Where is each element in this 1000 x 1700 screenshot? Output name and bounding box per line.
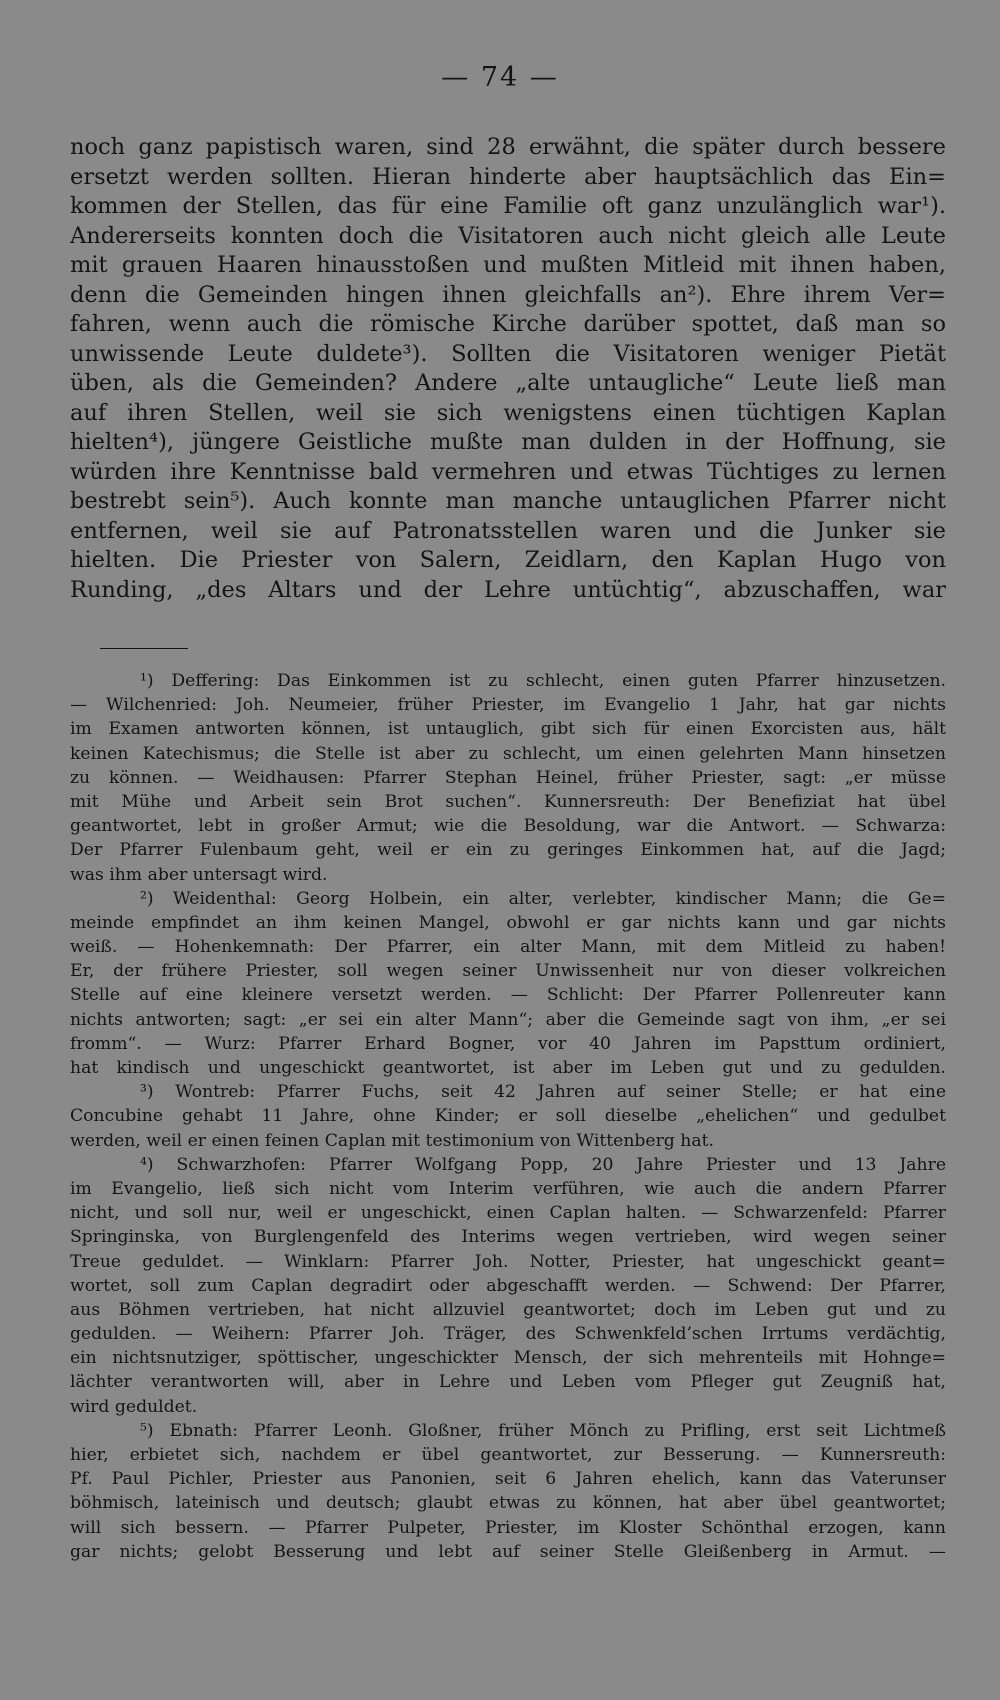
body-text-line: hielten. Die Priester von Salern, Zeidlarn, den Kaplan Hugo von: [70, 547, 946, 573]
footnote-line: Stelle auf eine kleinere versetzt werden. — Schlicht: Der Pfarrer Pollenreuter kann: [70, 985, 946, 1006]
footnote-line: mit Mühe und Arbeit sein Brot suchen“. Kunnersreuth: Der Benefiziat hat übel: [70, 791, 946, 812]
footnote-line: was ihm aber untersagt wird.: [70, 864, 328, 885]
body-text-line: unwissende Leute duldete³). Sollten die Visitatoren weniger Pietät: [70, 340, 946, 367]
body-text-line: ersetzt werden sollten. Hieran hinderte aber hauptsächlich das Ein=: [70, 163, 946, 190]
footnote-line: werden, weil er einen feinen Caplan mit testimonium von Wittenberg hat.: [70, 1130, 714, 1151]
page-number: — 74 —: [441, 62, 559, 93]
body-text-line: Runding, „des Altars und der Lehre untüchtig“, abzuschaffen, war: [70, 576, 946, 603]
footnote-line: Treue geduldet. — Winklarn: Pfarrer Joh. Notter, Priester, hat ungeschickt geant=: [70, 1251, 946, 1272]
body-text-line: Andererseits konnten doch die Visitatoren auch nicht gleich alle Leute: [70, 222, 946, 249]
footnote-line: wortet, soll zum Caplan degradirt oder abgeschafft werden. — Schwend: Der Pfarrer,: [70, 1275, 946, 1296]
body-text-line: auf ihren Stellen, weil sie sich wenigstens einen tüchtigen Kaplan: [70, 399, 946, 426]
footnote-separator: [100, 648, 188, 649]
footnote-line: — Wilchenried: Joh. Neumeier, früher Priester, im Evangelio 1 Jahr, hat gar nichts: [70, 695, 946, 716]
footnote-line: Pf. Paul Pichler, Priester aus Panonien, seit 6 Jahren ehelich, kann das Vaterunser: [70, 1469, 946, 1490]
body-text-line: hielten⁴), jüngere Geistliche mußte man dulden in der Hoffnung, sie: [70, 429, 946, 455]
footnote-line: im Evangelio, ließ sich nicht vom Interim verführen, wie auch die andern Pfarrer: [70, 1178, 946, 1199]
footnote-line: Springinska, von Burglengenfeld des Interims wegen vertrieben, wird wegen seiner: [70, 1227, 946, 1248]
body-text-line: fahren, wenn auch die römische Kirche darüber spottet, daß man so: [70, 311, 946, 337]
footnote-line: ²) Weidenthal: Georg Holbein, ein alter, verlebter, kindischer Mann; die Ge=: [140, 888, 946, 909]
footnote-line: aus Böhmen vertrieben, hat nicht allzuviel geantwortet; doch im Leben gut und zu: [70, 1299, 946, 1320]
body-text-line: bestrebt sein⁵). Auch konnte man manche untauglichen Pfarrer nicht: [70, 488, 946, 514]
footnote-line: im Examen antworten können, ist untauglich, gibt sich für einen Exorcisten aus, hält: [70, 719, 946, 740]
footnote-line: fromm“. — Wurz: Pfarrer Erhard Bogner, vor 40 Jahren im Papsttum ordiniert,: [70, 1033, 946, 1054]
footnote-line: Der Pfarrer Fulenbaum geht, weil er ein zu geringes Einkommen hat, auf die Jagd;: [70, 840, 946, 861]
footnotes: [70, 669, 946, 1564]
footnote-line: ein nichtsnutziger, spöttischer, ungeschickter Mensch, der sich mehrenteils mit Hohnge=: [70, 1348, 946, 1369]
footnote-line: meinde empfindet an ihm keinen Mangel, obwohl er gar nichts kann und gar nichts: [70, 912, 946, 933]
footnote-line: ⁴) Schwarzhofen: Pfarrer Wolfgang Popp, 20 Jahre Priester und 13 Jahre: [140, 1154, 946, 1175]
footnote-line: zu können. — Weidhausen: Pfarrer Stephan Heinel, früher Priester, sagt: „er müsse: [70, 767, 946, 788]
footnote-line: geantwortet, lebt in großer Armut; wie die Besoldung, war die Antwort. — Schwarza:: [70, 816, 946, 837]
footnote-line: wird geduldet.: [70, 1396, 198, 1417]
footnote-line: hier, erbietet sich, nachdem er übel geantwortet, zur Besserung. — Kunnersreuth:: [70, 1445, 946, 1465]
footnote-line: will sich bessern. — Pfarrer Pulpeter, Priester, im Kloster Schönthal erzogen, kann: [70, 1517, 946, 1538]
footnote-line: gar nichts; gelobt Besserung und lebt auf seiner Stelle Gleißenberg in Armut. —: [70, 1541, 946, 1562]
body-text-line: denn die Gemeinden hingen ihnen gleichfalls an²). Ehre ihrem Ver=: [70, 281, 946, 308]
body-text-line: kommen der Stellen, das für eine Familie oft ganz unzulänglich war¹).: [70, 193, 946, 219]
footnote-line: ¹) Deffering: Das Einkommen ist zu schlecht, einen guten Pfarrer hinzusetzen.: [140, 671, 946, 691]
footnote-line: nicht, und soll nur, weil er ungeschickt, einen Caplan halten. — Schwarzenfeld: Pfarrer: [70, 1203, 946, 1224]
footnote-line: gedulden. — Weihern: Pfarrer Joh. Träger, des Schwenkfeld’schen Irrtums verdächtig,: [70, 1324, 946, 1345]
body-text-line: noch ganz papistisch waren, sind 28 erwähnt, die später durch bessere: [70, 134, 946, 160]
footnote-line: Er, der frühere Priester, soll wegen seiner Unwissenheit nur von dieser volkreichen: [70, 961, 946, 982]
footnote-line: nichts antworten; sagt: „er sei ein alter Mann“; aber die Gemeinde sagt von ihm, „er sei: [70, 1009, 946, 1030]
footnote-line: böhmisch, lateinisch und deutsch; glaubt etwas zu können, hat aber übel geantwortet;: [70, 1493, 946, 1514]
footnote-line: Concubine gehabt 11 Jahre, ohne Kinder; er soll dieselbe „ehelichen“ und gedulbet: [70, 1106, 946, 1127]
body-text-line: mit grauen Haaren hinausstoßen und mußten Mitleid mit ihnen haben,: [70, 252, 946, 278]
body-text-line: entfernen, weil sie auf Patronatsstellen waren und die Junker sie: [70, 517, 946, 544]
body-text-line: üben, als die Gemeinden? Andere „alte untaugliche“ Leute ließ man: [70, 370, 946, 396]
main-text: [70, 133, 946, 605]
footnote-line: ⁵) Ebnath: Pfarrer Leonh. Gloßner, früher Mönch zu Prifling, erst seit Lichtmeß: [140, 1420, 946, 1441]
footnote-line: hat kindisch und ungeschickt geantwortet, ist aber im Leben gut und zu gedulden.: [70, 1058, 946, 1078]
footnote-line: ³) Wontreb: Pfarrer Fuchs, seit 42 Jahren auf seiner Stelle; er hat eine: [140, 1082, 946, 1103]
footnote-line: lächter verantworten will, aber in Lehre und Leben vom Pfleger gut Zeugniß hat,: [70, 1372, 946, 1393]
body-text-line: würden ihre Kenntnisse bald vermehren und etwas Tüchtiges zu lernen: [70, 458, 946, 485]
footnote-line: keinen Katechismus; die Stelle ist aber zu schlecht, um einen gelehrten Mann hinsetzen: [70, 743, 946, 764]
footnote-line: weiß. — Hohenkemnath: Der Pfarrer, ein alter Mann, mit dem Mitleid zu haben!: [70, 937, 946, 958]
